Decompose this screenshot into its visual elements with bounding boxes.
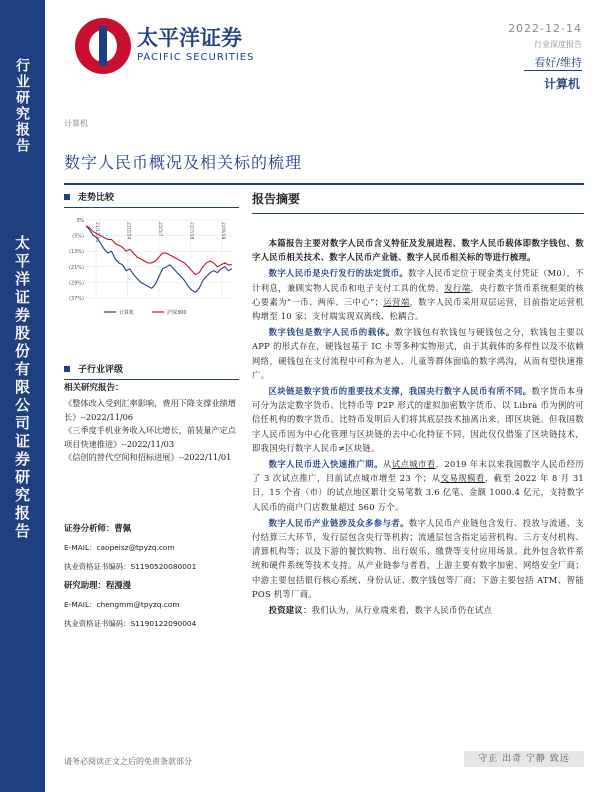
rating-heading: 子行业评级 — [78, 365, 124, 375]
trend-heading: 走势比较 — [78, 193, 115, 203]
trend-chart-svg — [64, 212, 239, 322]
summary-paragraph — [252, 457, 584, 514]
bullet-square-icon — [64, 366, 70, 372]
chart-ytick-label: (29%) — [68, 280, 84, 287]
summary-text: 运营端 — [383, 296, 410, 307]
disclaimer-note: 请务必阅读正文之后的免责条款部分 — [64, 757, 192, 766]
logo-emblem-icon — [75, 18, 131, 74]
summary-heading: 报告摘要 — [252, 192, 301, 206]
analyst-email: E-MAIL：caopeisz@tpyzq.com — [64, 543, 175, 552]
summary-text: 数字人民币定位于现金类支付凭证（M0），不计利息，兼顾实物人民币和电子支付工具的优势。 — [252, 268, 584, 293]
analyst-name: 曹佩 — [114, 523, 131, 533]
summary-text: 发行端 — [444, 282, 471, 293]
assistant-name: 程漫漫 — [105, 580, 131, 590]
sidebar-top-label: 行业研究报告 — [14, 58, 30, 154]
sidebar-bottom-label: 太平洋证券股份有限公司证券研究报告 — [13, 235, 31, 541]
summary-text: ，央行数字货币系统框架的核心要素为“一币、两库、三中心”； — [252, 282, 585, 307]
trend-section — [64, 190, 239, 208]
page-title: 数字人民币概况及相关标的梳理 — [64, 153, 303, 172]
summary-text: 交易规模看 — [440, 473, 485, 484]
summary-text: 试点城市看 — [391, 459, 436, 470]
analyst-cert: 执业资格证书编码：S1190520080001 — [64, 562, 197, 571]
chart-legend-label: 计算机 — [119, 310, 135, 316]
report-industry: 计算机 — [543, 77, 580, 91]
summary-text: 本篇报告主要对数字人民币含义特征及发展进程、数字人民币载体即数字钱包、数字人民币相关技术、数字人民币产业链、数字人民币相关标的等进行梳理。 — [252, 238, 584, 263]
related-heading: 相关研究报告： — [64, 383, 124, 393]
summary-body — [252, 236, 584, 619]
summary-text: ，2019 年末以来我国数字人民币经历了 3 次试点推广，目前试点城市增至 23 个；从 — [252, 459, 584, 484]
summary-text: 数字钱包有软钱包与硬钱包之分，软钱包主要以 APP 的形式存在，硬钱包基于 IC 卡等多种实物形式，由于其载体的多样性以及不依赖网络，硬钱包在支付流程中可称为老人、儿童等群体面临的数字鸿沟，从而有望快速推广。 — [252, 327, 584, 380]
related-report-item: 《整体改入受到汇率影响，费用下降支撑业绩增长》--2022/11/06 — [64, 398, 236, 422]
chart-xtick-label: 22/7/18 — [188, 222, 194, 240]
company-logo — [75, 18, 275, 88]
summary-text: 数字人民币进入快速推广期。 — [268, 459, 383, 470]
report-rating: 看好/维持 — [534, 56, 582, 69]
related-report-item: 《信创的替代空间和招标进展》--2022/11/01 — [64, 452, 232, 463]
assistant-label: 研究助理： — [64, 580, 106, 590]
assistant-cert: 执业资格证书编码：S1190122090004 — [64, 619, 197, 628]
summary-paragraph — [252, 266, 584, 323]
company-slogan: 守正 出奇 宁静 致远 — [464, 751, 584, 767]
chart-xtick-label: 22/5/7 — [157, 222, 162, 237]
title-divider — [64, 183, 584, 185]
summary-text: 数字钱包是数字人民币的载体。 — [268, 327, 395, 338]
chart-ytick-label: (21%) — [68, 264, 84, 271]
summary-paragraph — [252, 516, 584, 601]
chart-ytick-label: (13%) — [68, 249, 84, 256]
footer — [64, 751, 584, 771]
chart-xtick-label: 22/9/28 — [220, 222, 225, 240]
chart-ytick-label: 3% — [76, 218, 84, 224]
summary-paragraph — [252, 603, 584, 617]
report-type: 行业深度报告 — [534, 40, 582, 49]
chart-xtick-label: 22/2/24 — [125, 222, 131, 240]
summary-text: 投资建议： — [268, 605, 312, 616]
report-meta — [508, 22, 582, 70]
summary-text: 数字货币本身可分为法定数字货币、比特币等 P2P 形式的虚拟加密数字货币、以 Libra 币为例的可信任机构的数字货币。比特币发明后人们将其底层技术抽离出来，即区块链。但我国数字人民币因为中心化管理与区块链的去中心化特征不同，因此仅仅借鉴了区块链技术，即我国央行数字人民币≠区块链。 — [252, 386, 584, 453]
summary-paragraph — [252, 325, 584, 382]
bullet-square-icon — [64, 194, 70, 200]
summary-text: 从 — [382, 459, 392, 470]
chart-ytick-label: (5%) — [72, 233, 84, 240]
category-label: 计算机 — [64, 119, 88, 128]
assistant-email: E-MAIL：chengmm@tpyzq.com — [64, 600, 180, 609]
summary-text: 数字人民币是央行发行的法定货币。 — [268, 268, 409, 279]
related-reports — [64, 382, 239, 464]
trend-chart — [64, 212, 239, 322]
summary-text: 我们认为，从行业端来看，数字人民币仍在试点 — [311, 605, 493, 616]
summary-text: 数字人民币产业链涉及众多参与者。 — [268, 517, 409, 528]
summary-paragraph — [252, 236, 584, 264]
summary-text: ，截至 2022 年 8 月 31 日，15 个省（市）的试点地区累计交易笔数 3.6 亿笔、金额 1000.4 亿元，支持数字人民币的商户门店数量超过 560 万个。 — [252, 473, 584, 512]
logo-name-en: PACIFIC SECURITIES — [137, 52, 255, 63]
chart-ytick-label: (37%) — [68, 296, 84, 302]
report-date: 2022-12-14 — [508, 22, 582, 35]
logo-name-cn: 太平洋证券 — [137, 26, 242, 50]
summary-section — [252, 190, 584, 214]
header-divider — [524, 70, 582, 71]
related-report-item: 《三季度手机业务收入环比增长，前装量产定点项目快速推进》--2022/11/03 — [64, 425, 236, 449]
chart-xtick-label: 21/12/14 — [94, 222, 99, 243]
analyst-label: 证券分析师： — [64, 523, 115, 533]
summary-text: 区块链是数字货币的重要技术支撑，我国央行数字人民币有所不同。 — [268, 386, 532, 397]
summary-paragraph — [252, 384, 584, 455]
summary-text: ，数字人民币采用双层运营，目前指定运营机构增至 10 家；支付端实现双离线、松耦合。 — [252, 296, 584, 322]
chart-legend-label: 沪深300 — [167, 310, 187, 316]
rating-section — [64, 362, 239, 380]
analyst-info — [64, 519, 239, 633]
summary-text: 数字人民币产业链包含发行、投放与流通、支付结算三大环节，发行层包含央行等机构；流通层包含指定运营机构、三方支付机构、清算机构等；以及下游的餐饮购物、出行娱乐、缴费等支付应用场景。此外包含软件系统和硬件系统等技术支持。从产业链参与者看，上游主要有数字加密、网络安全厂商；中游主要包括银行核心系统、身份认证、数字钱包等厂商；下游主要包括 ATM、智能 POS 机等厂商。 — [252, 517, 584, 599]
